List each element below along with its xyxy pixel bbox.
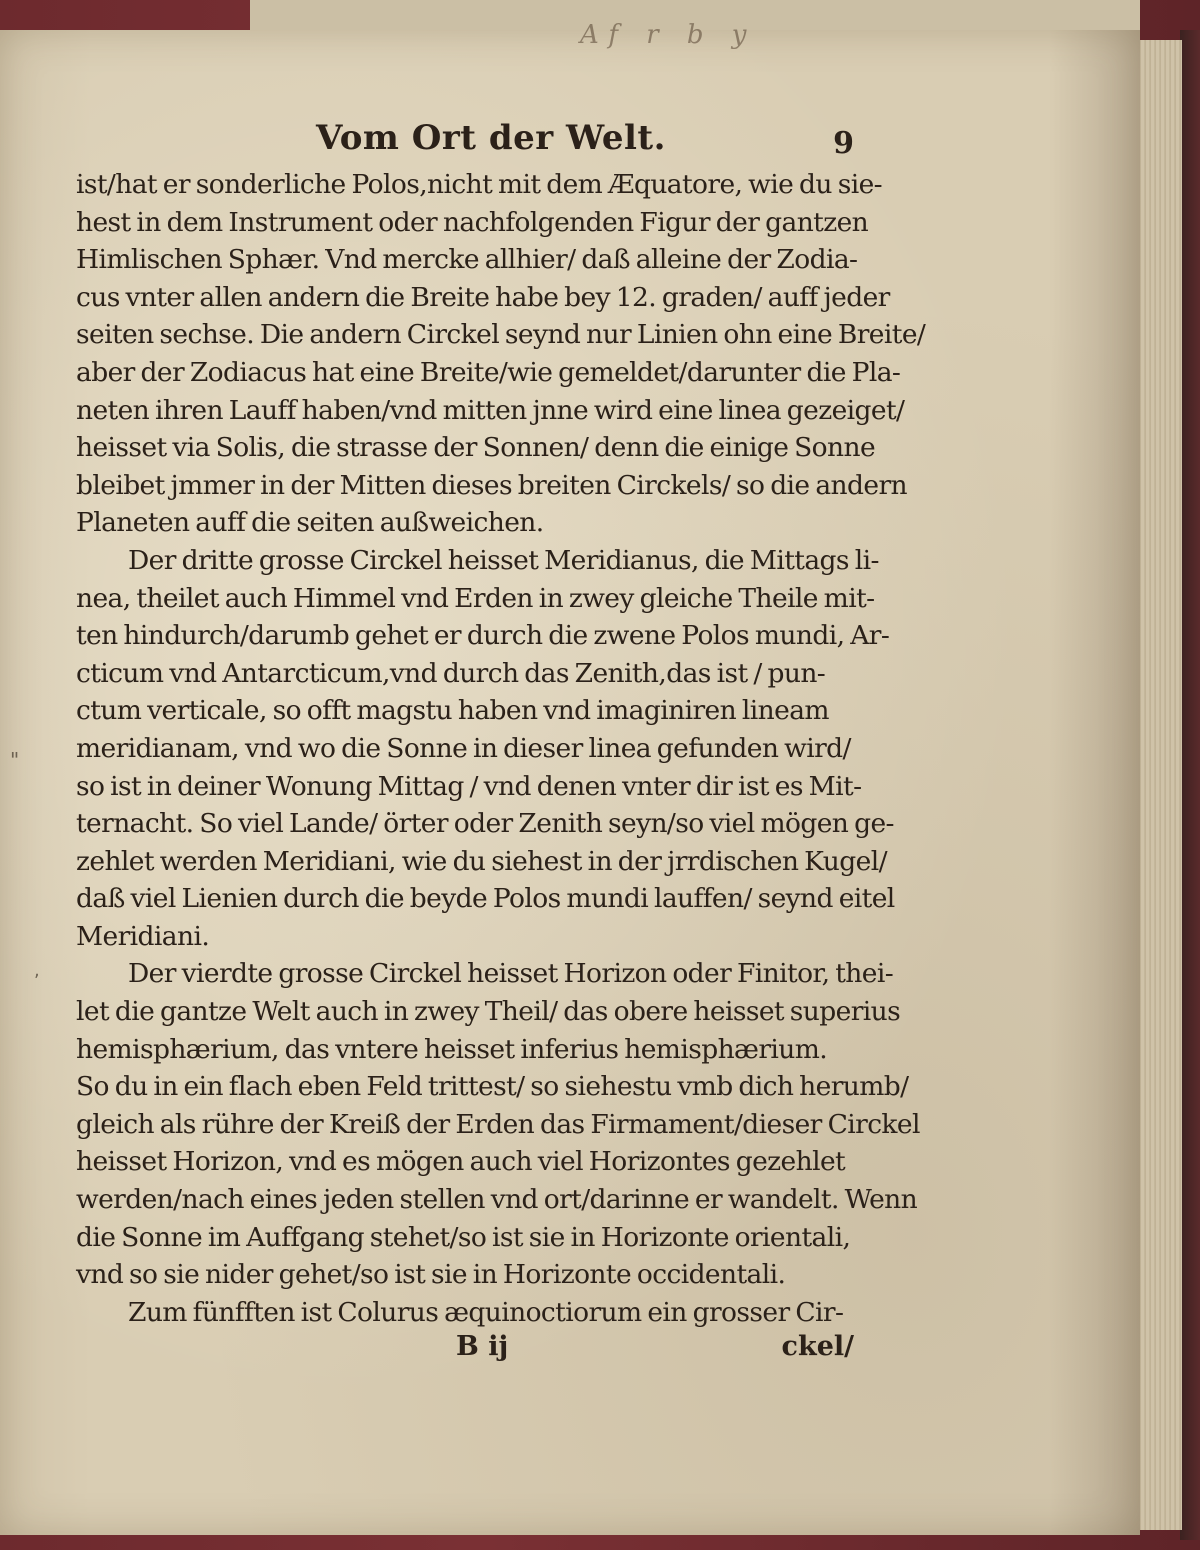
text-line: aber der Zodiacus hat eine Breite/wie gemeldet/darunter die Pla- xyxy=(76,356,901,388)
text-line: ist/hat er sonderliche Polos,nicht mit dem Æquatore, wie du sie- xyxy=(76,169,883,200)
running-head: Vom Ort der Welt. xyxy=(316,118,666,158)
text-line: neten ihren Lauff haben/vnd mitten jnne wird eine linea gezeiget/ xyxy=(76,394,905,426)
text-line: cticum vnd Antarcticum,vnd durch das Zenith,das ist / pun- xyxy=(76,657,826,689)
margin-mark-tick: , xyxy=(34,960,40,981)
text-line: so ist in deiner Wonung Mittag / vnd denen vnter dir ist es Mit- xyxy=(76,770,862,802)
text-line: Himlischen Sphær. Vnd mercke allhier/ daß alleine der Zodia- xyxy=(76,244,858,276)
page-header xyxy=(76,118,854,166)
text-line: die Sonne im Auffgang stehet/so ist sie in Horizonte orientali, xyxy=(76,1221,851,1253)
bleed-through-text: Af r b y xyxy=(580,20,757,50)
text-line: ten hindurch/darumb gehet er durch die zwene Polos mundi, Ar- xyxy=(76,620,890,652)
margin-mark-quote: " xyxy=(10,748,20,772)
text-line: werden/nach eines jeden stellen vnd ort/darinne er wandelt. Wenn xyxy=(76,1184,918,1216)
page-footer xyxy=(76,1331,854,1371)
paragraph-start-line: Zum fünfften ist Colurus æquinoctiorum ein grosser Cir- xyxy=(128,1296,844,1328)
text-line: let die gantze Welt auch in zwey Theil/ das obere heisset superius xyxy=(76,996,901,1028)
text-line: cus vnter allen andern die Breite habe bey 12. graden/ auff jeder xyxy=(76,281,890,313)
text-line: bleibet jmmer in der Mitten dieses breiten Circkels/ so die andern xyxy=(76,469,907,501)
text-line: heisset Horizon, vnd es mögen auch viel Horizontes gezehlet xyxy=(76,1146,846,1178)
text-line: zehlet werden Meridiani, wie du siehest in der jrrdischen Kugel/ xyxy=(76,845,887,877)
text-line: Planeten auff die seiten außweichen. xyxy=(76,507,544,539)
text-line: seiten sechse. Die andern Circkel seynd nur Linien ohn eine Breite/ xyxy=(76,319,926,351)
text-line: hest in dem Instrument oder nachfolgenden Figur der gantzen xyxy=(76,206,869,238)
text-line: nea, theilet auch Himmel vnd Erden in zwey gleiche Theile mit- xyxy=(76,582,875,614)
signature-mark: B ij xyxy=(456,1331,509,1363)
text-line: daß viel Lienien durch die beyde Polos mundi lauffen/ seynd eitel xyxy=(76,883,895,915)
paragraph-start-line: Der vierdte grosse Circkel heisset Horizon oder Finitor, thei- xyxy=(128,958,894,990)
book-binding xyxy=(1180,30,1200,1540)
catchword: ckel/ xyxy=(781,1331,854,1363)
folio-number: 9 xyxy=(833,126,854,161)
text-line: gleich als rühre der Kreiß der Erden das Firmament/dieser Circkel xyxy=(76,1108,920,1140)
text-line: So du in ein flach eben Feld trittest/ so siehestu vmb dich herumb/ xyxy=(76,1071,909,1103)
text-line: Meridiani. xyxy=(76,920,210,952)
text-block xyxy=(76,118,926,1371)
paragraph-start-line: Der dritte grosse Circkel heisset Meridianus, die Mittags li- xyxy=(128,544,879,576)
text-line: meridianam, vnd wo die Sonne in dieser linea gefunden wird/ xyxy=(76,732,851,764)
text-line: heisset via Solis, die strasse der Sonnen/ denn die einige Sonne xyxy=(76,432,876,464)
text-line: ternacht. So viel Lande/ örter oder Zenith seyn/so viel mögen ge- xyxy=(76,808,894,840)
text-line: hemisphærium, das vntere heisset inferius hemisphærium. xyxy=(76,1033,828,1065)
text-line: vnd so sie nider gehet/so ist sie in Horizonte occidentali. xyxy=(76,1259,786,1291)
text-line: ctum verticale, so offt magstu haben vnd imaginiren lineam xyxy=(76,695,829,727)
